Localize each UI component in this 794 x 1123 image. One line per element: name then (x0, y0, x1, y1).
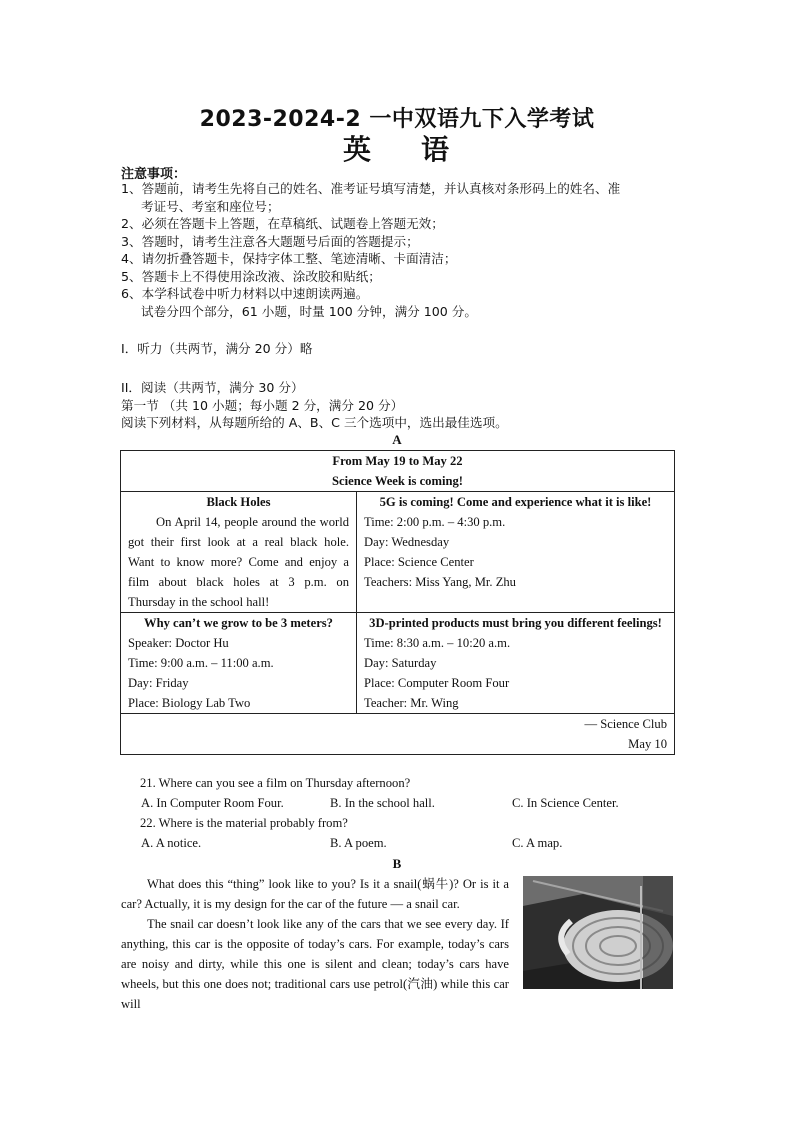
notice-list (121, 180, 681, 320)
signature-date: May 10 (628, 737, 667, 751)
part-one-heading: 第一节 （共 10 小题；每小题 2 分，满分 20 分） (121, 398, 404, 413)
listening-section: I．听力（共两节，满分 20 分）略 (121, 341, 313, 356)
five-g-cell (357, 492, 675, 613)
grow-title: Why can’t we grow to be 3 meters? (144, 616, 333, 630)
signature: — Science Club (584, 717, 667, 731)
notice-heading: 注意事项： (121, 167, 187, 182)
five-g-time: Time: 2:00 p.m. – 4:30 p.m. (364, 515, 506, 529)
passage-b-paragraph-2-text: The snail car doesn’t look like any of the cars that we see every day. If anything, this car is the opposite of today’s cars. For example, today’s cars are noisy and dirty, while this one is silent and clean; today’s cars have wheels, but this one does not; traditional cars use petrol(汽油) while this car will (121, 917, 509, 1011)
question-21: 21. Where can you see a film on Thursday afternoon? (140, 776, 411, 790)
five-g-title: 5G is coming! Come and experience what it is like! (379, 495, 652, 509)
printed-cell (357, 613, 675, 714)
notice-item: 3、答题时，请考生注意各大题题号后面的答题提示； (121, 233, 419, 249)
question-22-option-a: A. A notice. (141, 836, 202, 850)
subject-char-2: 语 (421, 133, 452, 166)
five-g-place: Place: Science Center (364, 555, 474, 569)
notice-item: 1、答题前，请考生先将自己的姓名、准考证号填写清楚，并认真核对条形码上的姓名、准 (121, 181, 621, 196)
five-g-day: Day: Wednesday (364, 535, 450, 549)
question-21-option-a: A. In Computer Room Four. (141, 796, 284, 810)
notice-signature-cell (121, 714, 675, 755)
notice-item: 6、本学科试卷中听力材料以中速朗读两遍。 (121, 286, 369, 301)
grow-speaker: Speaker: Doctor Hu (128, 636, 229, 650)
question-22: 22. Where is the material probably from? (140, 816, 348, 830)
event-headline: Science Week is coming! (332, 474, 463, 488)
passage-b-label: B (392, 856, 402, 871)
exam-title: 2023-2024-2 一中双语九下入学考试 (199, 107, 595, 132)
notice-item: 考证号、考室和座位号； (141, 198, 280, 214)
question-21-option-c: C. In Science Center. (512, 796, 619, 810)
five-g-teachers: Teachers: Miss Yang, Mr. Zhu (364, 575, 516, 589)
grow-place: Place: Biology Lab Two (128, 696, 251, 710)
notice-summary: 试卷分四个部分，61 小题，时量 100 分钟，满分 100 分。 (141, 303, 477, 319)
snail-car-illustration (523, 876, 673, 989)
passage-a-label: A (392, 432, 402, 447)
notice-item: 5、答题卡上不得使用涂改液、涂改胶和贴纸； (121, 268, 381, 284)
printed-teacher: Teacher: Mr. Wing (364, 696, 459, 710)
printed-title: 3D-printed products must bring you different feelings! (369, 616, 662, 630)
black-holes-cell (121, 492, 357, 613)
grow-time: Time: 9:00 a.m. – 11:00 a.m. (128, 656, 274, 670)
snail-car-photo (523, 876, 673, 989)
science-week-notice (120, 450, 675, 755)
notice-item: 2、必须在答题卡上答题，在草稿纸、试题卷上答题无效； (121, 216, 444, 231)
grow-day: Day: Friday (128, 676, 189, 690)
reading-instructions: 阅读下列材料，从每题所给的 A、B、C 三个选项中，选出最佳选项。 (121, 415, 508, 430)
reading-section: II．阅读（共两节，满分 30 分） (121, 380, 304, 395)
question-22-option-b: B. A poem. (330, 836, 387, 850)
passage-b-paragraph-1: What does this “thing” look like to you? Is it a snail(蜗牛)? Or is it a car? Actually, it is my design for the car of the future — a snail car. (121, 877, 509, 911)
grow-cell (121, 613, 357, 714)
subject-title (0, 128, 794, 168)
printed-day: Day: Saturday (364, 656, 437, 670)
printed-time: Time: 8:30 a.m. – 10:20 a.m. (364, 636, 511, 650)
black-holes-body: On April 14, people around the world got their first look at a real black hole. Want to know more? Come and enjoy a film about black holes at 3 p.m. on Thursday in the school hall! (128, 515, 349, 609)
event-dates: From May 19 to May 22 (332, 454, 463, 468)
black-holes-title: Black Holes (206, 495, 271, 509)
printed-place: Place: Computer Room Four (364, 676, 510, 690)
question-22-option-c: C. A map. (512, 836, 563, 850)
subject-char-1: 英 (342, 133, 373, 166)
question-21-option-b: B. In the school hall. (330, 796, 435, 810)
notice-header (121, 451, 675, 492)
notice-item: 4、请勿折叠答题卡，保持字体工整、笔迹清晰、卡面清洁； (121, 251, 457, 266)
